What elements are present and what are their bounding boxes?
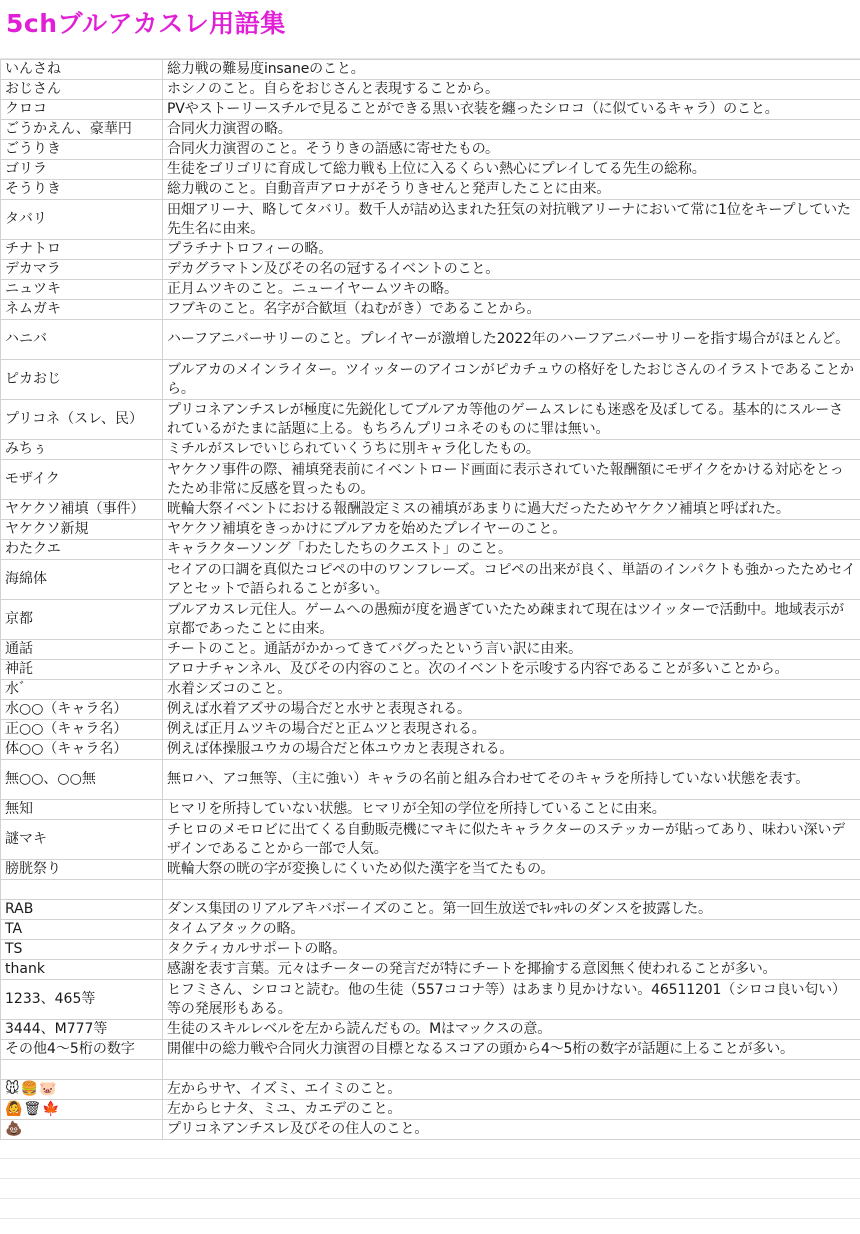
glossary-row [1,400,860,440]
glossary-row [1,700,860,720]
glossary-row [1,900,860,920]
definition-cell: 無ロハ、アコ無等、（主に強い）キャラの名前と組み合わせてそのキャラを所持していない状態を表す。 [163,760,860,800]
definition-cell: 生徒をゴリゴリに育成して総力戦も上位に入るくらい熱心にプレイしてる先生の総称。 [163,160,860,180]
glossary-row [1,320,860,360]
term-cell: ゴリラ [1,160,163,180]
glossary-row [1,280,860,300]
term-cell: その他4〜5桁の数字 [1,1040,163,1060]
blank-row [1,880,860,900]
term-cell: ハニバ [1,320,163,360]
glossary-row [1,140,860,160]
definition-cell [163,880,860,900]
glossary-row [1,180,860,200]
glossary-row [1,920,860,940]
definition-cell: プリコネアンチスレが極度に先鋭化してブルアカ等他のゲームスレにも迷惑を及ぼしてる。基本的にスルーされているがたまに話題に上る。もちろんプリコネそのものに罪は無い。 [163,400,860,440]
glossary-table [0,59,860,1140]
term-cell: 水゛ [1,680,163,700]
term-cell: 無○○、○○無 [1,760,163,800]
term-cell: 正○○（キャラ名） [1,720,163,740]
glossary-row [1,520,860,540]
definition-cell: デカグラマトン及びその名の冠するイベントのこと。 [163,260,860,280]
definition-cell: 総力戦のこと。自動音声アロナがそうりきせんと発声したことに由来。 [163,180,860,200]
glossary-row [1,940,860,960]
definition-cell: 合同火力演習の略。 [163,120,860,140]
term-cell: そうりき [1,180,163,200]
glossary-row [1,680,860,700]
glossary-body [1,60,860,1140]
definition-cell: 例えば水着アズサの場合だと水サと表現される。 [163,700,860,720]
term-cell: クロコ [1,100,163,120]
glossary-row [1,500,860,520]
definition-cell: 合同火力演習のこと。そうりきの語感に寄せたもの。 [163,140,860,160]
glossary-row [1,1100,860,1120]
definition-cell [163,1060,860,1080]
definition-cell: ダンス集団のリアルアキバボーイズのこと。第一回生放送でｷﾚｯｷﾚのダンスを披露した。 [163,900,860,920]
term-cell: TS [1,940,163,960]
glossary-row [1,100,860,120]
definition-cell: 左からサヤ、イズミ、エイミのこと。 [163,1080,860,1100]
definition-cell: ブルアカのメインライター。ツイッターのアイコンがピカチュウの格好をしたおじさんのイラストであることから。 [163,360,860,400]
term-cell: 3444、M777等 [1,1020,163,1040]
definition-cell: 水着シズコのこと。 [163,680,860,700]
term-cell: 体○○（キャラ名） [1,740,163,760]
term-cell: RAB [1,900,163,920]
title-row [0,0,860,40]
glossary-row [1,980,860,1020]
glossary-row [1,120,860,140]
term-cell: 膀胱祭り [1,860,163,880]
glossary-row [1,80,860,100]
term-cell: 水○○（キャラ名） [1,700,163,720]
glossary-row [1,800,860,820]
glossary-row [1,300,860,320]
term-cell: ヤケクソ補填（事件） [1,500,163,520]
term-cell: プリコネ（スレ、民） [1,400,163,440]
term-cell: 通話 [1,640,163,660]
term-cell: 1233、465等 [1,980,163,1020]
glossary-row [1,360,860,400]
term-cell: おじさん [1,80,163,100]
term-cell: モザイク [1,460,163,500]
page-title: 5chブルアカスレ用語集 [6,9,286,38]
definition-cell: ヒフミさん、シロコと読む。他の生徒（557ココナ等）はあまり見かけない。46511201（シロコ良い匂い）等の発展形もある。 [163,980,860,1020]
term-cell: 💩 [1,1120,163,1140]
definition-cell: チートのこと。通話がかかってきてバグったという言い訳に由来。 [163,640,860,660]
term-cell: TA [1,920,163,940]
definition-cell: セイアの口調を真似たコピペの中のワンフレーズ。コピペの出来が良く、単語のインパクトも強かったためセイアとセットで語られることが多い。 [163,560,860,600]
definition-cell: 晄輪大祭イベントにおける報酬設定ミスの補填があまりに過大だったためヤケクソ補填と呼ばれた。 [163,500,860,520]
term-cell: ごうかえん、豪華円 [1,120,163,140]
glossary-row [1,1040,860,1060]
definition-cell: ミチルがスレでいじられていくうちに別キャラ化したもの。 [163,440,860,460]
term-cell: 🙆🗑🍁 [1,1100,163,1120]
term-cell: タバリ [1,200,163,240]
term-cell: 海綿体 [1,560,163,600]
definition-cell: フブキのこと。名字が合歓垣（ねむがき）であることから。 [163,300,860,320]
glossary-row [1,1120,860,1140]
glossary-row [1,240,860,260]
term-cell: thank [1,960,163,980]
term-cell: ヤケクソ新規 [1,520,163,540]
definition-cell: チヒロのメモロビに出てくる自動販売機にマキに似たキャラクターのステッカーが貼ってあり、味わい深いデザインであることから一部で人気。 [163,820,860,860]
term-cell: チナトロ [1,240,163,260]
term-cell: いんさね [1,60,163,80]
definition-cell: ハーフアニバーサリーのこと。プレイヤーが激増した2022年のハーフアニバーサリーを指す場合がほとんど。 [163,320,860,360]
term-cell: 京都 [1,600,163,640]
definition-cell: タイムアタックの略。 [163,920,860,940]
glossary-row [1,660,860,680]
glossary-row [1,640,860,660]
definition-cell: プリコネアンチスレ及びその住人のこと。 [163,1120,860,1140]
definition-cell: 田畑アリーナ、略してタバリ。数千人が詰め込まれた狂気の対抗戦アリーナにおいて常に1位をキープしていた先生名に由来。 [163,200,860,240]
glossary-row [1,200,860,240]
definition-cell: 総力戦の難易度insaneのこと。 [163,60,860,80]
definition-cell: ヤケクソ補填をきっかけにブルアカを始めたプレイヤーのこと。 [163,520,860,540]
definition-cell: アロナチャンネル、及びその内容のこと。次のイベントを示唆する内容であることが多いことから。 [163,660,860,680]
term-cell [1,1060,163,1080]
blank-row [1,1060,860,1080]
term-cell: みちぅ [1,440,163,460]
glossary-row [1,720,860,740]
term-cell: 謎マキ [1,820,163,860]
term-cell: わたクエ [1,540,163,560]
glossary-row [1,440,860,460]
glossary-row [1,260,860,280]
definition-cell: ヒマリを所持していない状態。ヒマリが全知の学位を所持していることに由来。 [163,800,860,820]
term-cell: 神託 [1,660,163,680]
definition-cell: ホシノのこと。自らをおじさんと表現することから。 [163,80,860,100]
glossary-row [1,1080,860,1100]
definition-cell: 例えば体操服ユウカの場合だと体ユウカと表現される。 [163,740,860,760]
term-cell: 無知 [1,800,163,820]
glossary-row [1,560,860,600]
definition-cell: タクティカルサポートの略。 [163,940,860,960]
glossary-row [1,860,860,880]
term-cell: ごうりき [1,140,163,160]
definition-cell: 生徒のスキルレベルを左から読んだもの。Mはマックスの意。 [163,1020,860,1040]
term-cell: ネムガキ [1,300,163,320]
glossary-row [1,740,860,760]
term-cell: ピカおじ [1,360,163,400]
definition-cell: ヤケクソ事件の際、補填発表前にイベントロード画面に表示されていた報酬額にモザイクをかける対応をとったため非常に反感を買ったもの。 [163,460,860,500]
definition-cell: キャラクターソング「わたしたちのクエスト」のこと。 [163,540,860,560]
glossary-row [1,60,860,80]
definition-cell: 正月ムツキのこと。ニューイヤームツキの略。 [163,280,860,300]
definition-cell: 開催中の総力戦や合同火力演習の目標となるスコアの頭から4〜5桁の数字が話題に上ることが多い。 [163,1040,860,1060]
glossary-row [1,160,860,180]
definition-cell: PVやストーリースチルで見ることができる黒い衣装を纏ったシロコ（に似ているキャラ）のこと。 [163,100,860,120]
definition-cell: 例えば正月ムツキの場合だと正ムツと表現される。 [163,720,860,740]
definition-cell: プラチナトロフィーの略。 [163,240,860,260]
definition-cell: 晄輪大祭の晄の字が変換しにくいため似た漢字を当てたもの。 [163,860,860,880]
glossary-row [1,760,860,800]
glossary-row [1,820,860,860]
glossary-row [1,600,860,640]
term-cell: デカマラ [1,260,163,280]
glossary-row [1,1020,860,1040]
term-cell [1,880,163,900]
term-cell: ニュツキ [1,280,163,300]
glossary-row [1,460,860,500]
definition-cell: 左からヒナタ、ミユ、カエデのこと。 [163,1100,860,1120]
term-cell: 🐭🍔🐷 [1,1080,163,1100]
definition-cell: 感謝を表す言葉。元々はチーターの発言だが特にチートを揶揄する意図無く使われることが多い。 [163,960,860,980]
glossary-row [1,540,860,560]
glossary-row [1,960,860,980]
definition-cell: ブルアカスレ元住人。ゲームへの愚痴が度を過ぎていたため疎まれて現在はツイッターで活動中。地域表示が京都であったことに由来。 [163,600,860,640]
